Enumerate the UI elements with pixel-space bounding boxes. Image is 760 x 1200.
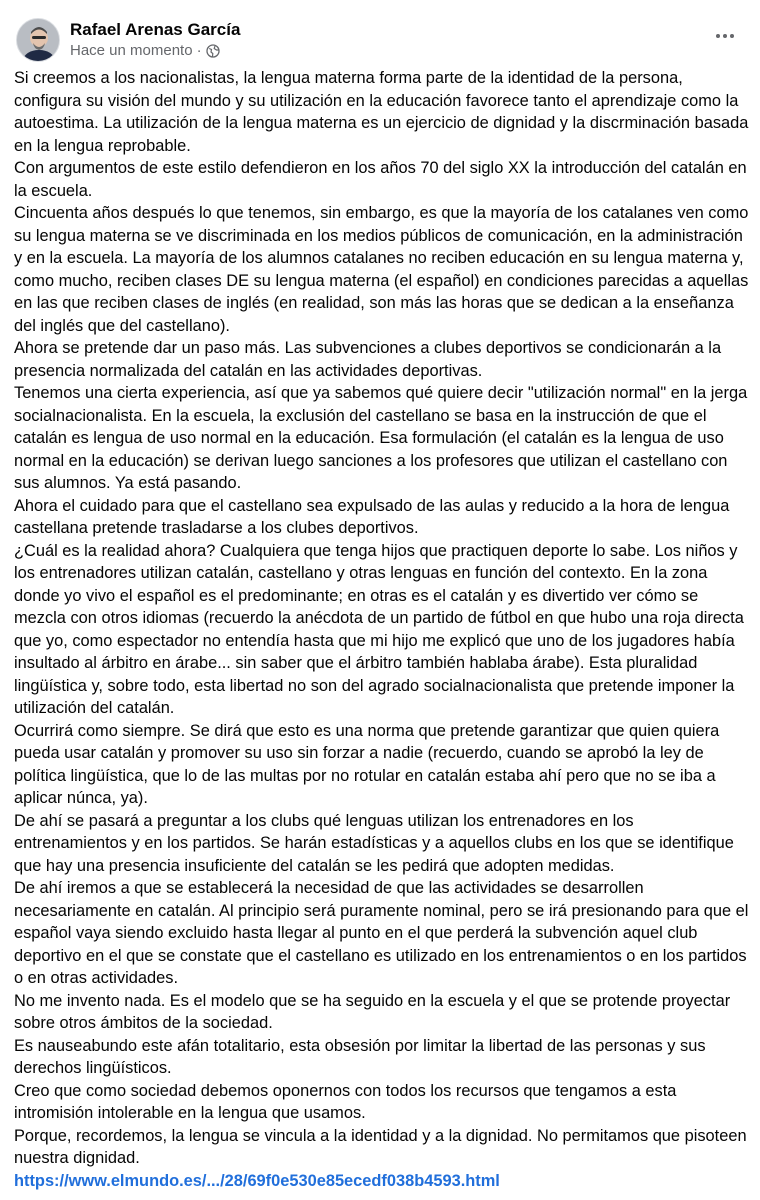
globe-icon[interactable] xyxy=(206,44,220,58)
post-paragraph: Porque, recordemos, la lengua se vincula a la identidad y a la dignidad. No permitamos que pisoteen nuestra dignidad. xyxy=(14,1126,747,1167)
post-subline xyxy=(70,41,240,61)
more-dot xyxy=(730,34,734,38)
separator-dot: · xyxy=(196,42,202,59)
post-paragraph: Creo que como sociedad debemos oponernos con todos los recursos que tengamos a esta intromisión intolerable en la lengua que usamos. xyxy=(14,1081,677,1122)
post-paragraph: Tenemos una cierta experiencia, así que ya sabemos qué quiere decir "utilización normal" en la jerga socialnacionalista. En la escuela, la exclusión del castellano se basa en la instrucción de que el catalán es lengua de uso normal en la educación. Esa formulación (el catalán es la lengua de uso normal en la educación) se derivan luego sanciones a los profesores que utilizan el castellano con sus alumnos. Ya está pasando. xyxy=(14,384,748,492)
post-paragraph: Ahora el cuidado para que el castellano sea expulsado de las aulas y reducido a la hora de lengua castellana pretende trasladarse a los clubes deportivos. xyxy=(14,496,730,537)
more-dot xyxy=(723,34,727,38)
timestamp[interactable]: Hace un momento xyxy=(70,42,193,59)
post-paragraph: No me invento nada. Es el modelo que se ha seguido en la escuela y el que se protende proyectar sobre otros ámbitos de la sociedad. xyxy=(14,991,731,1032)
more-dot xyxy=(716,34,720,38)
post-paragraph: Si creemos a los nacionalistas, la lengua materna forma parte de la identidad de la persona, configura su visión del mundo y su utilización en la educación favorece tanto el aprendizaje como la autoestima. La utilización de la lengua materna es un ejercicio de dignidad y la discrminación basada en la lengua reprobable. xyxy=(14,69,749,155)
post-paragraph: Ahora se pretende dar un paso más. Las subvenciones a clubes deportivos se condicionarán a la presencia normalizada del catalán en las actividades deportivas. xyxy=(14,339,722,380)
post-body xyxy=(14,67,750,1192)
article-link[interactable]: https://www.elmundo.es/.../28/69f0e530e85ecedf038b4593.html xyxy=(14,1171,500,1190)
author-name[interactable]: Rafael Arenas García xyxy=(70,20,241,39)
post-paragraph: Ocurrirá como siempre. Se dirá que esto es una norma que pretende garantizar que quien quiera pueda usar catalán y promover su uso sin forzar a nadie (recuerdo, cuando se aprobó la ley de política lingüística, que lo de las multas por no rotular en catalán estaba ahí pero que no se iba a aplicar núnca, ya). xyxy=(14,721,720,807)
more-options-icon[interactable] xyxy=(710,24,740,48)
avatar-photo xyxy=(17,19,60,62)
post-paragraph: Con argumentos de este estilo defendieron en los años 70 del siglo XX la introducción del catalán en la escuela. xyxy=(14,159,747,200)
post-paragraph: Es nauseabundo este afán totalitario, esta obsesión por limitar la libertad de las personas y sus derechos lingüísticos. xyxy=(14,1036,706,1077)
post-paragraph: De ahí se pasará a preguntar a los clubs qué lenguas utilizan los entrenadores en los entrenamientos y en los partidos. Se harán estadísticas y a aquellos clubs en los que se identifique que hay una presencia insuficiente del catalán se les pedirá que adopten medidas. xyxy=(14,811,734,875)
post-meta xyxy=(70,19,240,61)
post-paragraph: Cincuenta años después lo que tenemos, sin embargo, es que la mayoría de los catalanes ven como su lengua materna se ve discriminada en los medios públicos de comunicación, en la administración y en la escuela. La mayoría de los alumnos catalanes no reciben educación en su lengua materna y, como mucho, reciben clases DE su lengua materna (el español) en condiciones parecidas a aquellas en las que reciben clases de inglés (en realidad, son más las horas que se dedican a la enseñanza del inglés que del castellano). xyxy=(14,204,749,335)
avatar[interactable] xyxy=(16,18,60,62)
post-header xyxy=(16,16,240,64)
post-paragraph: ¿Cuál es la realidad ahora? Cualquiera que tenga hijos que practiquen deporte lo sabe. Los niños y los entrenadores utilizan catalán, castellano y otras lenguas en función del contexto. En la zona donde yo vivo el español es el predominante; en otras es el catalán y es divertido ver cómo se mezcla con otros idiomas (recuerdo la anécdota de un partido de fútbol en que hubo una roja directa que yo, como espectador no entendía hasta que mi hijo me explicó que uno de los jugadores había insultado al árbitro en árabe... sin saber que el árbitro también hablaba árabe). Esta pluralidad lingüística y, sobre todo, esta libertad no son del agrado socialnacionalista que pretende imponer la utilización del catalán. xyxy=(14,541,744,717)
post-paragraph: De ahí iremos a que se establecerá la necesidad de que las actividades se desarrollen necesariamente en catalán. Al principio será puramente nominal, pero se irá presionando para que el español vaya siendo excluido hasta llegar al punto en el que perderá la subvención aquel club deportivo en el que se constate que el castellano es utilizado en los entrenamientos o en los partidos o en otras actividades. xyxy=(14,879,749,987)
